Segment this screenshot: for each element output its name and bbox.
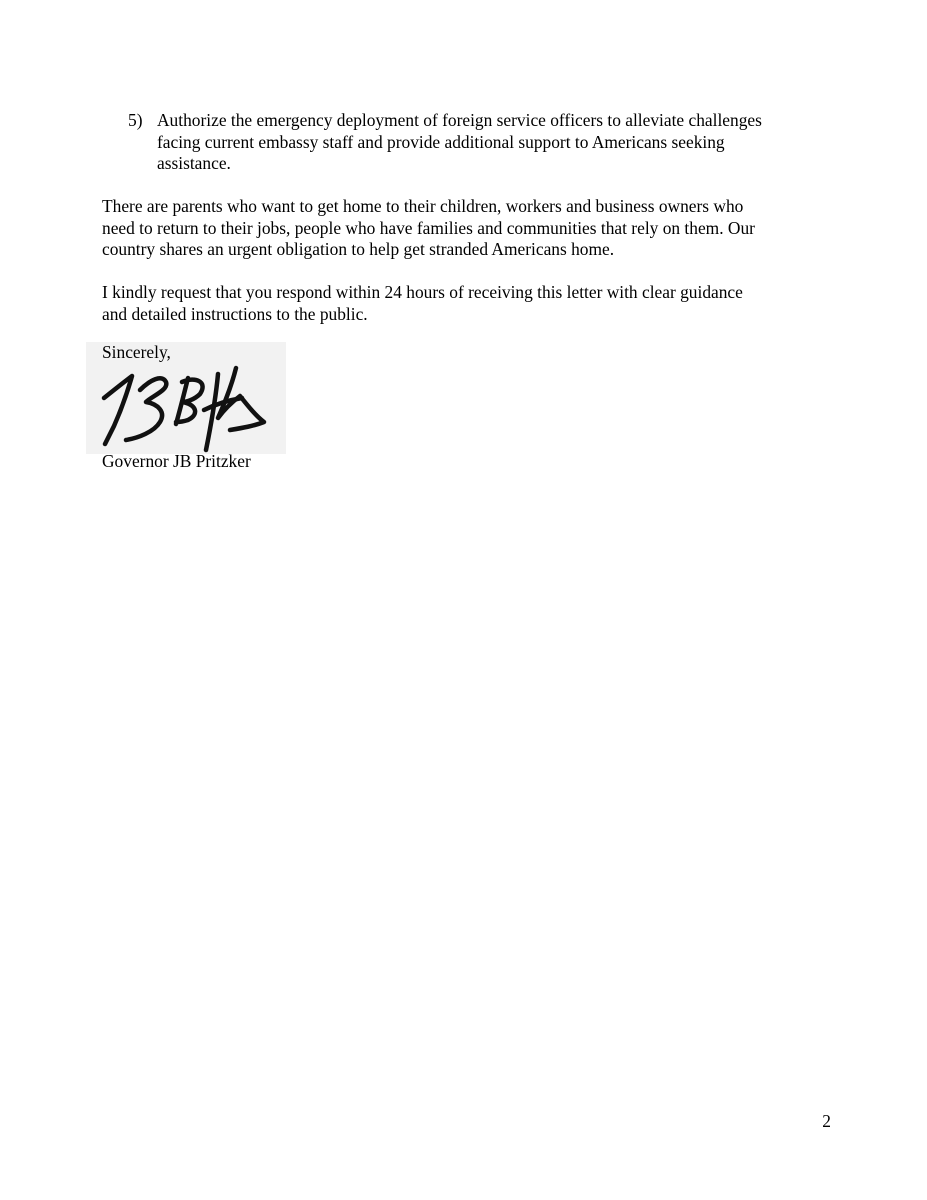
paragraph-line: country shares an urgent obligation to help get stranded Americans home. bbox=[102, 239, 615, 259]
list-item-line: facing current embassy staff and provide additional support to Americans seeking bbox=[157, 131, 725, 152]
signature-icon bbox=[96, 360, 271, 456]
list-item-line: Authorize the emergency deployment of foreign service officers to alleviate challenges bbox=[157, 110, 762, 130]
paragraph-stranded-americans bbox=[102, 196, 832, 261]
closing: Sincerely, bbox=[102, 342, 171, 362]
page-number: 2 bbox=[822, 1111, 831, 1131]
list-item-line: assistance. bbox=[157, 153, 231, 173]
paragraph-request bbox=[102, 282, 832, 325]
paragraph-line: and detailed instructions to the public. bbox=[102, 303, 368, 324]
list-item-number: 5) bbox=[128, 110, 143, 130]
paragraph-line: There are parents who want to get home to their children, workers and business owners who bbox=[102, 196, 744, 216]
paragraph-line: need to return to their jobs, people who have families and communities that rely on them. Our bbox=[102, 217, 755, 238]
list-item-text bbox=[157, 110, 833, 175]
paragraph-line: I kindly request that you respond within 24 hours of receiving this letter with clear guidance bbox=[102, 282, 743, 302]
signer-name: Governor JB Pritzker bbox=[102, 451, 251, 471]
